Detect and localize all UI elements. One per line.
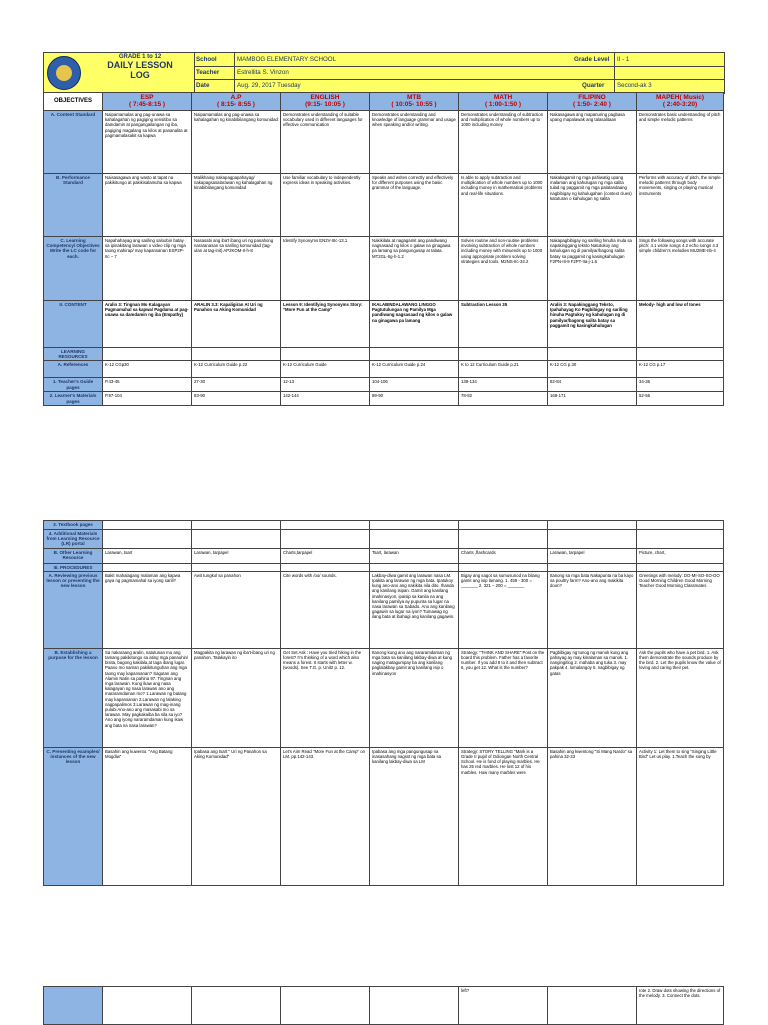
lesson-cell [637,521,724,530]
row-label: A. Reviewing previous lesson or presenting the new lesson [44,571,103,648]
lesson-cell: Nasasabi ang iba't ibang uri ng panahong nararanasan sa sariling komunidad (tag-ulan at tag-init) AP2KOM-II-h-8 [192,237,281,301]
lesson-cell [192,521,281,530]
lesson-cell: Ask the pupils who have a pet bird. 1. Ask them demonstrate the sounds produce by the bird. 2. Let the pupils know the value of loving and caring their pet. [637,648,724,747]
lesson-cell: Napahahayag ang sariling saloobin batay sa ipinakitang larawan o video clip ng mga taong mahirap/ may kapansanan ESP2P- IIc – 7 [103,237,192,301]
lesson-cell: Activity 1: Let them to sing "Singing Little Bird" Let us play. 1.Teach the song by [637,747,724,885]
lesson-cell: 139-134 [459,378,548,392]
row-label: 4. Additional Materials from Learning Resource (LR) portal [44,530,103,549]
date-value: Aug. 29, 2017 Tuesday [237,82,301,89]
dll-title-2: LOG [130,70,150,80]
dll-header [43,52,725,94]
table-row [44,301,724,348]
lesson-table-page3 [43,986,724,1025]
lesson-cell: P.43-45 [103,378,192,392]
lesson-cell: K to 12 Curriculum Guide p.21 [459,361,548,378]
lesson-cell: Magpakita ng larawan ng iba't-ibang uri ng panahon. Talakayin ito [192,648,281,747]
subject-mtb: MTB ( 10:05- 10:55 ) [370,93,459,111]
lesson-cell: 168-171 [548,392,637,406]
table-row [44,563,724,571]
row-label [44,987,103,1025]
lesson-cell [281,348,370,361]
table-row [44,747,724,885]
lesson-cell: Pagbibigay ng tunog ng manok kung ang pahayag ay may kinalaman sa manok. 1. nangingitlog 2. mahaba ang tuka 3. may pakpak 4. lumalangoy 5. nagbibigay ng gatas [548,648,637,747]
lesson-cell: 83-90 [192,392,281,406]
lesson-cell: Aralin 3: Napakinggang Teksto, Ipahahayag Ko Pagbibigay ng sariling hinuha Pagtukoy ng kahulugan ng di pamilyar/bagong salita batay sa paggamit ng kasingkahulugan [548,301,637,348]
lesson-cell: K-12 Curriculum Guide p.22 [192,361,281,378]
lesson-cell: 34-36 [637,378,724,392]
lesson-cell: 52-56 [637,392,724,406]
table-row [44,348,724,361]
objectives-label: OBJECTIVES [44,93,103,111]
lesson-cell [192,348,281,361]
lesson-cell: 27-30 [192,378,281,392]
table-row [44,521,724,530]
row-label: III. PROCEDURES [44,563,103,571]
teacher-value: Estrellita S. Vinzon [237,69,289,76]
subject-english: ENGLISH (9:15- 10:05 ) [281,93,370,111]
table-row [44,530,724,549]
lesson-cell: Lesson 9: Identifying Synonyms Story: "More Fun at the Camp" [281,301,370,348]
lesson-cell: Bakit mahalagang malaman ang kapwa gaya ng pagmamahal sa iyong sarili? [103,571,192,648]
lesson-cell [370,563,459,571]
lesson-cell [103,530,192,549]
table-row [44,648,724,747]
lesson-cell: Nakikilala at nagagamit ang pandiwang nagsasaad ng kilos o galaw na ginagawa pa lamang sa pangungusap at talata. MT2GL-IIg-h-1.2 [370,237,459,301]
lesson-cell: Lakbay-diwa gamit ang larawan nasa LM. Ipakita ang larawan ng mga bata. Ipatukoy kung ano-ano ang nakikita nila dito. Ihanda ang kanilang isipan. Gamit ang kanilang imahinasyon, ipaisip sa kanila na ang kanilang pamilya ay pupunta sa lugar na nasa larawan sa Sabado. Ano ang kanilang gagawin sa lugar na iyon? Tumawag ng ilang bata at ibahagi ang kanilang gagawin. [370,571,459,648]
lesson-cell: Charts,tarpapel [281,548,370,563]
lesson-cell [281,521,370,530]
lesson-cell: K-12 Curriculum Guide p.24 [370,361,459,378]
lesson-cell: Awit tungkol sa panahon [192,571,281,648]
lesson-cell [103,348,192,361]
subject-esp: ESP ( 7:45-8:15 ) [103,93,192,111]
lesson-cell [370,521,459,530]
lesson-cell: Nakapagbibigay ng sariling hinuha mula sa napakinggang teksto Natutukoy ang kahulugan ng di pamilyar/bagong salita batay sa paggamit ng kasingkahulugan F2PN-IIi-9 F2PT-IIa-j-1.6 [548,237,637,301]
lesson-cell: Nakasagawa ang mapanuring pagbasa upang mapalawak ang talasalitaan [548,111,637,174]
lesson-cell [370,348,459,361]
lesson-cell [459,530,548,549]
subject-mapeh: MAPEH( Music) ( 2:40-3:20) [637,93,724,111]
lesson-cell: Identify Synonyms EN2V-IIIc-13.1 [281,237,370,301]
subject-ap: A.P ( 8:15- 8:55 ) [192,93,281,111]
row-label: II. CONTENT [44,301,103,348]
lesson-cell [192,530,281,549]
row-label: A. References [44,361,103,378]
school-label: School [196,56,217,63]
lesson-cell: Itanong kung ano ang nararamdaman ng mga bata sa kanilang lakbay-diwa at kung naging matagumpay ba ang kanilang paglalakbay gamit ang kanilang isip o imahinasyon [370,648,459,747]
lesson-cell [192,563,281,571]
lesson-cell [370,530,459,549]
row-label: A. Content Standard [44,111,103,174]
lesson-cell [281,563,370,571]
lesson-cell: Aralin 3: Tingnan Mo Kalagayan Pagmamahal sa kapwa/ Pagdama at pag- unawa sa damdamin ng iba (Empathy) [103,301,192,348]
table-row [44,237,724,301]
lesson-cell: Nakakagamit ng mga pahiwatig upang malaman ang kahulugan ng mga salita tulad ng paggamit ng mga palatandaang nagbibigay ng kahulugahan (context clues) katuturan o kahulugan ng salita [548,174,637,237]
lesson-cell: Larawan, tarpapel [548,548,637,563]
lesson-cell: Demonstrates understanding of suitable vocabulary used in different languages for effective communication [281,111,370,174]
header-title-block [86,54,194,80]
deped-seal-logo [47,56,81,90]
lesson-cell: Ipabasa ang tsart " Uri ng Panahon sa Aking Komunidad" [192,747,281,885]
lesson-cell [637,530,724,549]
lesson-cell: 142-144 [281,392,370,406]
lesson-table-page1 [43,92,724,406]
lesson-cell: Speaks and writes correctly and effectively for different purposes using the basic grammar of the language. [370,174,459,237]
lesson-cell: Demonstrates understanding and knowledge of language grammar and usage when speaking and/or writing. [370,111,459,174]
lesson-cell [637,348,724,361]
quarter-label: Quarter [582,82,605,89]
row-label: 1. Teacher's Guide pages [44,378,103,392]
lesson-cell: Let's Aim Read "More Fun at the Camp" on LM. pp.142-143. [281,747,370,885]
lesson-cell: Larawan, tarpapel [192,548,281,563]
school-value: MAMBOG ELEMENTARY SCHOOL [237,56,337,63]
lesson-cell: Sings the following songs with accurate pitch: 4.1 wrote songs 4.2 echo songs 4.3 simple children's melodies MU2ME-IIb-4 [637,237,724,301]
lesson-cell: K-12 CG p.17 [637,361,724,378]
lesson-cell [103,521,192,530]
lesson-cell [548,348,637,361]
subject-header-row [44,93,724,111]
lesson-cell: Use familiar vocabulary to independently express ideas in speaking activities. [281,174,370,237]
lesson-cell: Malikhaing nakapagpapahayag/ nakapagsasalarawan ng kahalagahan ng kinabibilangang komunidad [192,174,281,237]
lesson-cell: Picture, chart, [637,548,724,563]
lesson-cell: Naipamamalas ang pag-unawa sa kahalagahan ng pagiging sensitibo sa damdamin at pangangailangan ng iba, pagiging magalang sa kilos at pananalita at pagmamalasakit sa kapwa [103,111,192,174]
lesson-cell: Strategy: "THINK AND SHARE" Post on the board this problem. Father has a favorite number. If you add 8 to it and then subtract 6, you get 12. What is the number? [459,648,548,747]
lesson-cell: K-12 Curriculum Guide [281,361,370,378]
lesson-cell: Demonstrates basic understanding of pitch and simple melodic patterns [637,111,724,174]
subject-math: MATH ( 1:00-1:50 ) [459,93,548,111]
lesson-cell [459,521,548,530]
lesson-cell: Ipabasa ang mga pangungusap na inasasahang nagsst ng mga bata sa kanilang lakbay-diwa sa LM [370,747,459,885]
lesson-cell [281,987,370,1025]
lesson-cell [281,530,370,549]
lesson-cell: Performs with accuracy of pitch, the simple melodic patterns through body movements, singing or playing musical instruments [637,174,724,237]
lesson-cell: 82-84 [548,378,637,392]
row-label: C. Presenting examples/ instances of the new lesson [44,747,103,885]
lesson-cell [459,348,548,361]
lesson-cell: Basahin ang kwentong "Si Mang Nardo" sa pahina 32-33 [548,747,637,885]
row-label: B. Performance Standard [44,174,103,237]
table-row [44,361,724,378]
lesson-cell: rote 2. Draw dots showing the directions of the melody. 3. Connect the dots. [637,987,724,1025]
table-row [44,548,724,563]
lesson-cell [103,987,192,1025]
lesson-cell: Sa nakaraang aralin, natutunan mo ang tamang pakikitungo sa ating mga panauhin/ bisita, bagong kakilala,at taga ibang lugar. Paano mo naman pakikitunguhan ang mga taong may kapansanan? Sagutan ang Alamin Natin sa pahina 97. Tingnan ang mga larawan. Kung ikaw ang nasa kalagayan ng nasa larawan ano ang mararamdaman mo? 1.Larawan ng batang may kapansanan 2.Larawan ng lalaking nagpapalimos 3.Larawan ng mag-inang pulubi Ano-ano ang masasabi mo sa larawan. May pagkakaiba ba sila sa iyo? Ano ang iyong nararamdaman kung ikaw ang bata na nasa larawan? [103,648,192,747]
lesson-cell: Get Set Ask : Have you tried hiking in the forest? I'm thinking of a word which also means a forest. It starts with letter w. (woods). See T.G. p. Unit2 p. 12. [281,648,370,747]
lesson-cell [459,563,548,571]
lesson-cell [548,563,637,571]
lesson-cell: Subtraction Lesson 35 [459,301,548,348]
lesson-cell [548,521,637,530]
table-row [44,174,724,237]
grade-level-value: II - 1 [617,56,630,63]
grade-range: GRADE 1 to 12 [118,54,162,60]
lesson-cell: Naipamamalas ang pag-unawa sa kahalagahan ng kinabibilangang komunidad [192,111,281,174]
lesson-cell: Is able to apply subtraction and multiplication of whole numbers up to 1000 including money in mathematical problems and real-life situations. [459,174,548,237]
lesson-cell: Strategy: STORY TELLING "Mark is a Grade II pupil of Odiongan North Central School. He is fond of playing marbles. He has 25 red marbles. He lost 12 of his marbles. How many marbles were [459,747,548,885]
lesson-cell: 89-90 [370,392,459,406]
grade-level-label: Grade Level [574,56,610,63]
lesson-cell: Cite words with /oo/ sounds. [281,571,370,648]
lesson-cell: Demonstrates understanding of subtraction and multiplication of whole numbers up to 1000 including money [459,111,548,174]
lesson-cell: Melody- high and low of tones [637,301,724,348]
lesson-cell: K-12 CG p.30 [548,361,637,378]
row-label: B. Establishing a purpose for the lesson [44,648,103,747]
row-label: 2. Learner's Materials pages [44,392,103,406]
lesson-cell: P.97-104 [103,392,192,406]
lesson-cell: Tsart, larawan [370,548,459,563]
dll-title-1: DAILY LESSON [107,60,173,70]
lesson-cell: Bigay ang sagot sa sumusunod na bilang gamit ang isip lamang. 1. 459 - 300 = _______ 2. 321 – 200 = _______ [459,571,548,648]
teacher-label: Teacher [196,69,220,76]
row-label: LEARNING RESOURCES [44,348,103,361]
lesson-cell [637,563,724,571]
lesson-table-page2 [43,520,724,886]
lesson-cell: Solves routine and non-routine problems involving subtraction of whole numbers including money with minuends up to 1000 using appropriate problem solving strategies and tools. M2NS-IIc-34.2 [459,237,548,301]
lesson-cell [370,987,459,1025]
lesson-cell [192,987,281,1025]
date-label: Date [196,82,210,89]
table-row [44,392,724,406]
lesson-cell [548,530,637,549]
lesson-cell: ARALIN 3.3: Kapaligiran At Uri ng Panahon sa Aking Komunidad [192,301,281,348]
lesson-cell: 104-106 [370,378,459,392]
lesson-cell: 12-13 [281,378,370,392]
subject-filipino: FILIPINO ( 1:50- 2:40 ) [548,93,637,111]
lesson-cell [103,563,192,571]
lesson-cell: left? [459,987,548,1025]
lesson-cell: Larawan, tsart [103,548,192,563]
table-row [44,571,724,648]
lesson-cell: Naisasagawa ang wasto at tapat na pakikitungo at pakikisalamuha sa kapwa [103,174,192,237]
row-label: B. Other Learning Resource [44,548,103,563]
table-row [44,987,724,1025]
lesson-cell: IKALABINDALAWANG LINGGO Pagtutulungan ng Pamilya Mga pandiwang nagsasaad ng kilos o galaw na ginagawa pa lamang [370,301,459,348]
lesson-cell: Charts ,flashcards [459,548,548,563]
table-row [44,378,724,392]
row-label: C. Learning Competency/ Objectives Write the LC code for each. [44,237,103,301]
lesson-cell [548,987,637,1025]
table-row [44,111,724,174]
row-label: 3. Textbook pages [44,521,103,530]
lesson-cell: 78-82 [459,392,548,406]
quarter-value: Second-ak 3 [617,82,652,89]
lesson-cell: Basahin ang kuwento. "Ang Batang Mogdiw" [103,747,192,885]
lesson-cell: Greetings with melody: DO-MI-SO-SO-DO Good Morning Children Good Morning Teacher Good Morning Classmates [637,571,724,648]
lesson-cell: Itanong sa mga bata Nakapunta na ba kayo sa poultry farm? Ano-ano ang makikita doon? [548,571,637,648]
lesson-cell: K-12 CGp30 [103,361,192,378]
